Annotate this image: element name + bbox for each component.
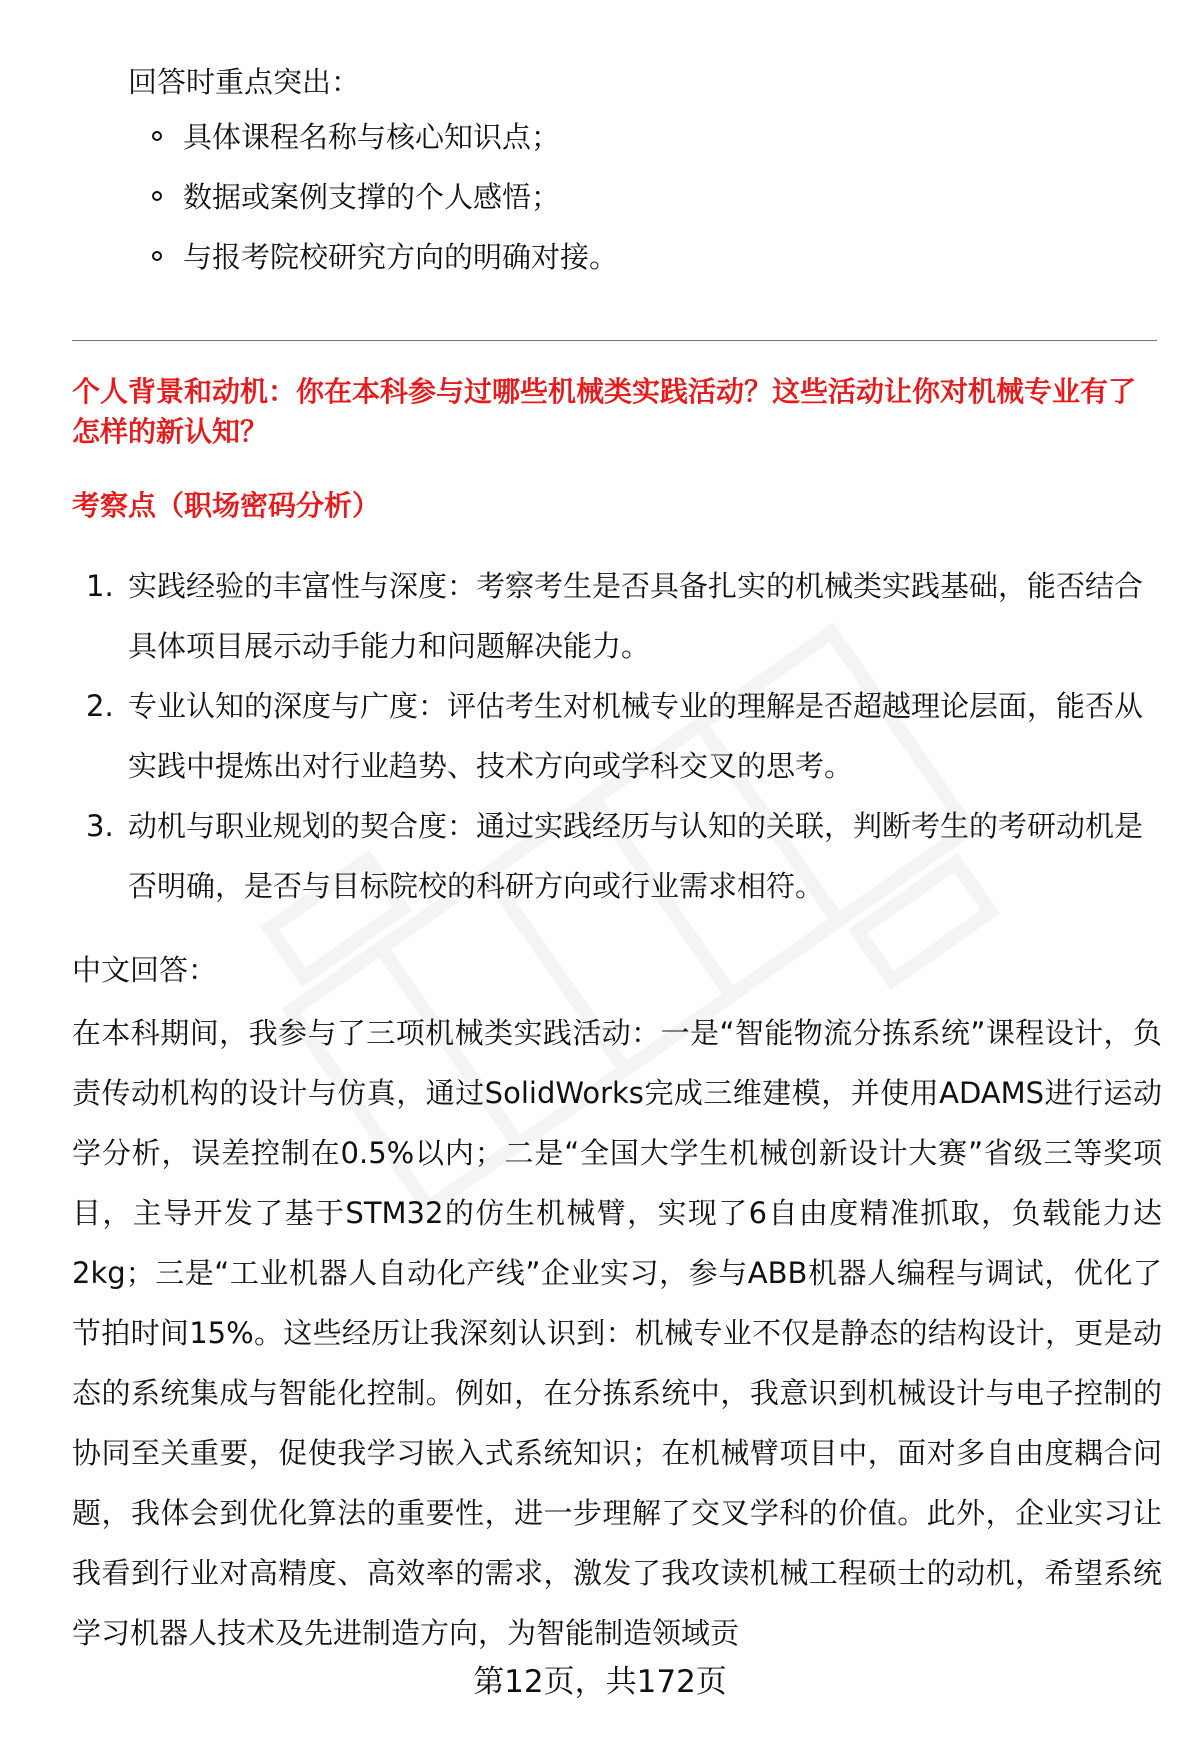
list-item: 与报考院校研究方向的明确对接。 xyxy=(150,235,618,295)
assessment-points-list xyxy=(86,556,1161,916)
answer-body: 在本科期间，我参与了三项机械类实践活动：一是“智能物流分拣系统”课程设计，负责传动机构的设计与仿真，通过SolidWorks完成三维建模，并使用ADAMS进行运动学分析，误差控制在0.5%以内；二是“全国大学生机械创新设计大赛”省级三等奖项目，主导开发了基于STM32的仿生机械臂，实现了6自由度精准抓取，负载能力达2kg；三是“工业机器人自动化产线”企业实习，参与ABB机器人编程与调试，优化了节拍时间15%。这些经历让我深刻认识到：机械专业不仅是静态的结构设计，更是动态的系统集成与智能化控制。例如，在分拣系统中，我意识到机械设计与电子控制的协同至关重要，促使我学习嵌入式系统知识；在机械臂项目中，面对多自由度耦合问题，我体会到优化算法的重要性，进一步理解了交叉学科的价值。此外，企业实习让我看到行业对高精度、高效率的需求，激发了我攻读机械工程硕士的动机，希望系统学习机器人技术及先进制造方向，为智能制造领域贡 xyxy=(72,1016,1162,1650)
focus-list xyxy=(150,115,618,295)
hollow-bullet-icon xyxy=(152,191,162,201)
list-item: 2. 专业认知的深度与广度：评估考生对机械专业的理解是否超越理论层面，能否从实践中提炼出对行业趋势、技术方向或学科交叉的思考。 xyxy=(86,689,1144,783)
page-number: 第12页，共172页 xyxy=(473,1664,727,1700)
answer-label: 中文回答： xyxy=(72,953,218,987)
intro-label: 回答时重点突出： xyxy=(128,65,361,99)
question-heading: 个人背景和动机：你在本科参与过哪些机械类实践活动？这些活动让你对机械专业有了怎样的新认知？ xyxy=(72,375,1137,448)
hollow-bullet-icon xyxy=(152,131,162,141)
section-divider xyxy=(72,340,1157,341)
list-item: 1. 实践经验的丰富性与深度：考察考生是否具备扎实的机械类实践基础，能否结合具体项目展示动手能力和问题解决能力。 xyxy=(86,569,1144,663)
assessment-points-title: 考察点（职场密码分析） xyxy=(72,489,381,522)
list-item: 具体课程名称与核心知识点； xyxy=(150,115,618,175)
list-item: 3. 动机与职业规划的契合度：通过实践经历与认知的关联，判断考生的考研动机是否明确，是否与目标院校的科研方向或行业需求相符。 xyxy=(86,809,1144,903)
hollow-bullet-icon xyxy=(152,251,162,261)
list-item: 数据或案例支撑的个人感悟； xyxy=(150,175,618,235)
